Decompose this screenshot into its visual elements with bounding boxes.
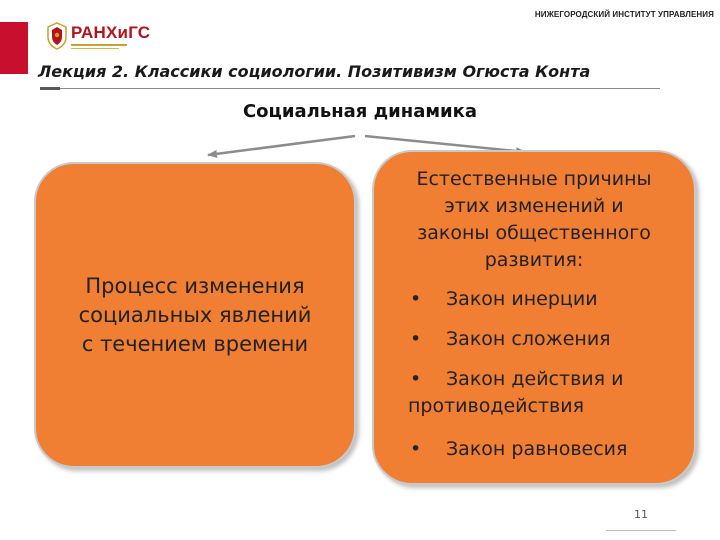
law-item (410, 326, 611, 353)
laws-box (372, 150, 696, 485)
laws-header-line: этих изменений и (444, 195, 624, 217)
process-text (69, 272, 322, 359)
process-box (34, 162, 356, 468)
bullet-icon: • (410, 438, 422, 460)
emblem-icon (46, 22, 68, 50)
title-divider-accent (40, 87, 60, 90)
bullet-icon: • (410, 368, 422, 390)
laws-header (374, 166, 694, 274)
laws-header-line: законы общественного (417, 222, 651, 244)
slide-subtitle: Социальная динамика (242, 101, 478, 122)
process-line: Процесс изменения (85, 273, 305, 298)
lecture-title: Лекция 2. Классики социологии. Позитивизм Огюста Конта (38, 62, 591, 81)
process-line: с течением времени (81, 331, 309, 356)
process-line: социальных явлений (78, 302, 312, 327)
bullet-icon: • (410, 288, 422, 310)
logo-text: РАНХиГС (71, 22, 151, 42)
law-label: Закон инерции (446, 288, 598, 310)
laws-header-line: Естественные причины (416, 168, 652, 190)
arrow-to-left-box (208, 136, 355, 155)
law-label: Закон равновесия (446, 438, 628, 460)
logo-underline-thin (71, 48, 119, 49)
page-number-rule (606, 530, 676, 531)
law-item (410, 286, 598, 313)
law-label: Закон сложения (446, 328, 611, 350)
law-label: Закон действия и (446, 368, 624, 390)
logo-underline (71, 44, 127, 46)
page-number: 11 (634, 508, 648, 521)
bullet-icon: • (410, 328, 422, 350)
ranepa-logo (46, 22, 150, 50)
institute-name: НИЖЕГОРОДСКИЙ ИНСТИТУТ УПРАВЛЕНИЯ (534, 10, 714, 19)
title-divider (40, 88, 660, 89)
law-label-continuation: противодействия (408, 395, 585, 417)
laws-header-line: развития: (484, 249, 584, 271)
law-item (410, 436, 627, 463)
brand-red-bar (0, 22, 28, 74)
law-item (410, 366, 623, 393)
